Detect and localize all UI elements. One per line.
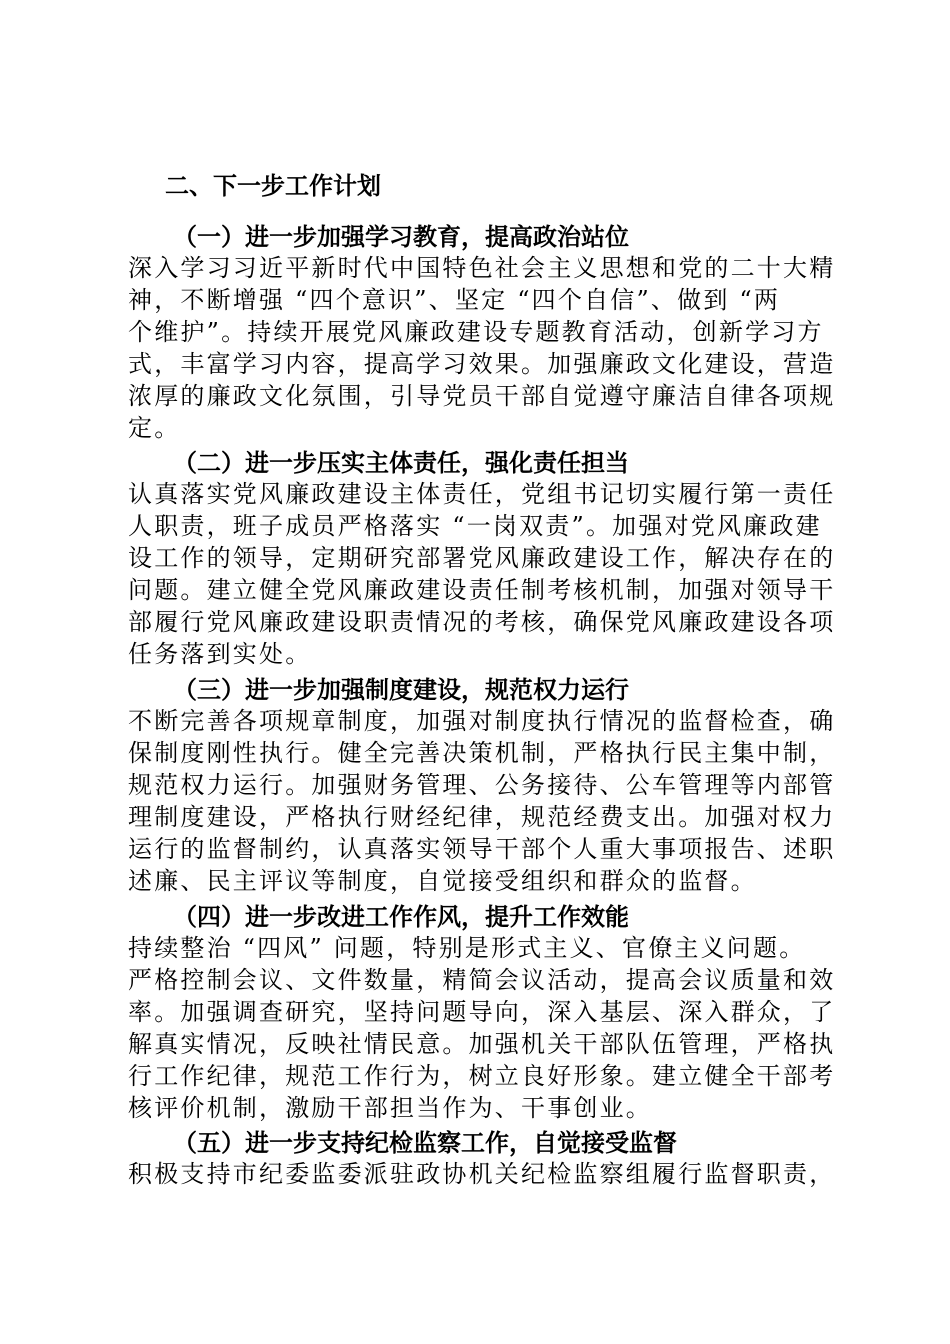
- body-line: 设工作的领导，定期研究部署党风廉政建设工作，解决存在的: [128, 544, 836, 572]
- body-line: 任务落到实处。: [128, 640, 312, 668]
- body-line: 认真落实党风廉政建设主体责任，党组书记切实履行第一责任: [128, 480, 836, 508]
- body-line: 问题。建立健全党风廉政建设责任制考核机制，加强对领导干: [128, 576, 836, 604]
- section-1: [128, 222, 836, 444]
- body-line: 持续整治 “四风” 问题，特别是形式主义、官僚主义问题。: [128, 934, 806, 962]
- body-line: 严格控制会议、文件数量，精简会议活动，提高会议质量和效: [128, 966, 836, 994]
- body-line: 率。加强调查研究，坚持问题导向，深入基层、深入群众，了: [128, 998, 836, 1026]
- section-5: [128, 1128, 836, 1190]
- body-line: 解真实情况，反映社情民意。加强机关干部队伍管理，严格执: [128, 1030, 836, 1058]
- body-line: 理制度建设，严格执行财经纪律，规范经费支出。加强对权力: [128, 803, 836, 831]
- page-title: 二、下一步工作计划: [165, 171, 381, 200]
- section-body: [128, 1158, 836, 1190]
- body-line: 式，丰富学习内容，提高学习效果。加强廉政文化建设，营造: [128, 350, 836, 378]
- body-line: 保制度刚性执行。健全完善决策机制，严格执行民主集中制，: [128, 739, 836, 767]
- body-line: 神，不断增强 “四个意识”、坚定 “四个自信”、做到 “两: [128, 286, 781, 314]
- body-line: 运行的监督制约，认真落实领导干部个人重大事项报告、述职: [128, 835, 836, 863]
- body-line: 积极支持市纪委监委派驻政协机关纪检监察组履行监督职责，: [128, 1160, 836, 1188]
- section-body: [128, 478, 836, 670]
- section-heading: （四）进一步改进工作作风，提升工作效能: [173, 902, 629, 931]
- section-heading: （五）进一步支持纪检监察工作，自觉接受监督: [173, 1128, 677, 1157]
- section-heading: （一）进一步加强学习教育，提高政治站位: [173, 222, 629, 251]
- section-body: [128, 252, 836, 444]
- body-line: 个维护”。持续开展党风廉政建设专题教育活动，创新学习方: [128, 318, 824, 346]
- section-2: [128, 448, 836, 670]
- section-3: [128, 675, 836, 897]
- section-4: [128, 902, 836, 1124]
- section-body: [128, 705, 836, 897]
- section-body: [128, 932, 836, 1124]
- body-line: 部履行党风廉政建设职责情况的考核，确保党风廉政建设各项: [128, 608, 836, 636]
- body-line: 浓厚的廉政文化氛围，引导党员干部自觉遵守廉洁自律各项规: [128, 382, 836, 410]
- body-line: 规范权力运行。加强财务管理、公务接待、公车管理等内部管: [128, 771, 836, 799]
- section-heading: （三）进一步加强制度建设，规范权力运行: [173, 675, 629, 704]
- body-line: 核评价机制，激励干部担当作为、干事创业。: [128, 1094, 652, 1122]
- body-line: 行工作纪律，规范工作行为，树立良好形象。建立健全干部考: [128, 1062, 836, 1090]
- body-line: 人职责，班子成员严格落实 “一岗双责”。加强对党风廉政建: [128, 512, 822, 540]
- body-line: 述廉、民主评议等制度，自觉接受组织和群众的监督。: [128, 867, 757, 895]
- body-line: 深入学习习近平新时代中国特色社会主义思想和党的二十大精: [128, 254, 836, 282]
- body-line: 定。: [128, 414, 181, 442]
- body-line: 不断完善各项规章制度，加强对制度执行情况的监督检查，确: [128, 707, 836, 735]
- section-heading: （二）进一步压实主体责任，强化责任担当: [173, 448, 629, 477]
